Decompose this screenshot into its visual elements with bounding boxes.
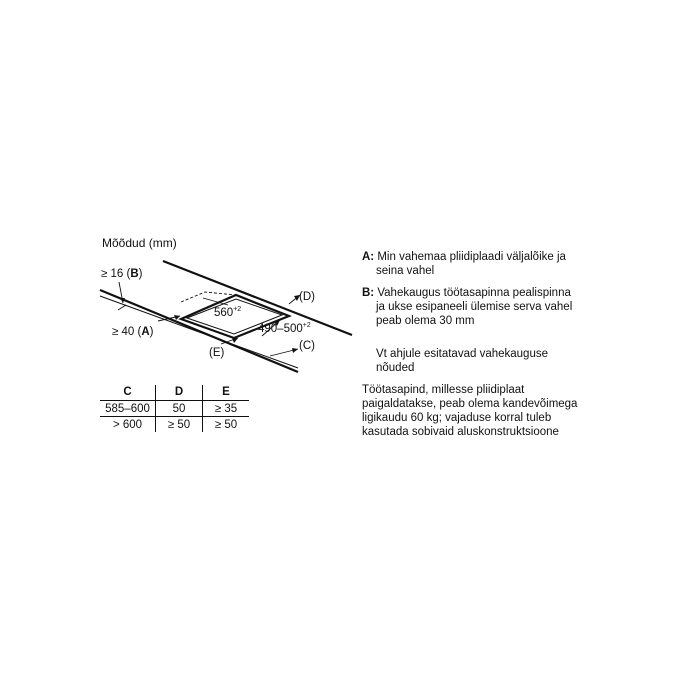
note-b-key: B: xyxy=(362,287,375,299)
table-cell: ≥ 50 xyxy=(203,417,250,433)
table-cell: > 600 xyxy=(100,417,156,433)
note-b-line: peab olema 30 mm xyxy=(376,315,475,327)
label-a-suffix: ) xyxy=(149,326,154,338)
note-worktop-line: ligikaudu 60 kg; vajaduse korral tuleb xyxy=(362,412,552,424)
note-c-line: nõuded xyxy=(376,362,415,374)
note-b xyxy=(362,286,572,328)
table-header-d: D xyxy=(156,385,203,401)
cutout-depth-label xyxy=(258,322,311,335)
page-title: Mõõdud (mm) xyxy=(102,236,177,250)
note-b-line: Vahekaugus töötasapinna pealispinna xyxy=(377,287,571,299)
label-b-key: B xyxy=(130,268,139,280)
note-worktop-line: Töötasapind, millesse pliidiplaat xyxy=(362,384,525,396)
note-worktop xyxy=(362,383,577,439)
clearance-table xyxy=(100,385,249,432)
cutout-width-label xyxy=(214,306,241,319)
label-b-prefix: ≥ 16 ( xyxy=(101,268,131,280)
table-cell: 50 xyxy=(156,401,203,417)
table-header-e: E xyxy=(203,385,250,401)
notes-panel xyxy=(362,250,592,440)
note-a-key: A: xyxy=(362,251,375,263)
note-b-line: ja ukse esipaneeli ülemise serva vahel xyxy=(376,301,573,313)
label-e: (E) xyxy=(209,347,225,359)
table-cell: 585–600 xyxy=(105,402,150,415)
label-a-prefix: ≥ 40 ( xyxy=(112,326,142,338)
note-a-line: seina vahel xyxy=(376,265,435,277)
cutout-width-value: 560 xyxy=(214,307,234,319)
table-header-c: C xyxy=(123,386,132,398)
note-c xyxy=(376,347,548,375)
table-header-row xyxy=(100,385,249,401)
note-worktop-line: kasutada sobivaid aluskonstruktsioone xyxy=(362,426,559,438)
label-d: (D) xyxy=(299,291,315,303)
table-cell: ≥ 35 xyxy=(203,401,250,417)
label-a xyxy=(112,326,154,338)
label-b-suffix: ) xyxy=(138,268,143,280)
note-c-line: Vt ahjule esitatavad vahekauguse xyxy=(376,348,548,360)
table-row xyxy=(100,417,249,433)
label-a-key: A xyxy=(141,326,150,338)
label-b xyxy=(101,268,143,280)
note-a-line: Min vahemaa pliidiplaadi väljalõike ja xyxy=(377,251,566,263)
cutout-depth-tolerance: +2 xyxy=(302,322,311,329)
dashed-guide xyxy=(181,292,236,302)
cutout-depth-value: 490–500 xyxy=(258,323,303,335)
table-cell: ≥ 50 xyxy=(156,417,203,433)
note-worktop-line: paigaldatakse, peab olema kandevõimega xyxy=(362,398,578,410)
table-row xyxy=(100,401,249,417)
cutout-width-tolerance: +2 xyxy=(233,306,242,313)
label-c: (C) xyxy=(299,340,315,352)
note-a xyxy=(362,250,566,278)
